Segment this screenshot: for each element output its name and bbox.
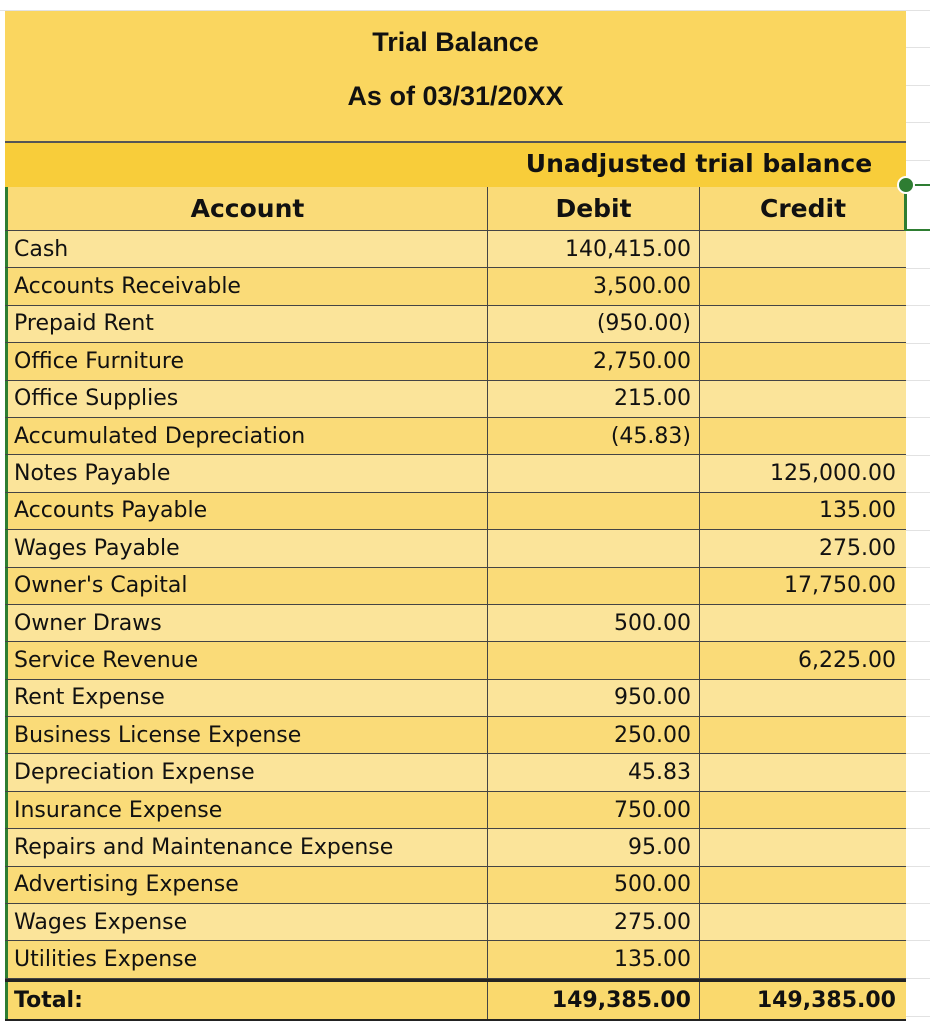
table-row [5,268,906,305]
debit-cell[interactable]: 135.00 [487,941,699,977]
account-cell[interactable]: Depreciation Expense [5,754,487,790]
credit-cell[interactable] [699,605,906,641]
credit-cell[interactable] [699,343,906,379]
gridline [905,160,930,161]
report-title: Trial Balance [372,27,539,57]
account-cell[interactable]: Prepaid Rent [5,306,487,342]
gridline [905,343,930,344]
credit-cell[interactable] [699,418,906,454]
gridline [905,828,930,829]
gridline [905,417,930,418]
debit-cell[interactable]: 95.00 [487,829,699,865]
credit-cell[interactable] [699,829,906,865]
gridline [905,903,930,904]
account-column-header[interactable]: Account [5,187,487,230]
account-cell[interactable]: Notes Payable [5,455,487,491]
credit-cell[interactable]: 17,750.00 [699,568,906,604]
account-cell[interactable]: Service Revenue [5,642,487,678]
gridline [905,978,930,979]
account-cell[interactable]: Insurance Expense [5,792,487,828]
credit-cell[interactable]: 6,225.00 [699,642,906,678]
credit-cell[interactable] [699,754,906,790]
table-row [5,381,906,418]
trial-balance-table [5,187,906,1021]
section-header-row[interactable] [5,141,906,187]
debit-cell[interactable]: 140,415.00 [487,231,699,267]
debit-cell[interactable] [487,568,699,604]
credit-cell[interactable] [699,268,906,304]
credit-cell[interactable]: 135.00 [699,493,906,529]
account-cell[interactable]: Accounts Receivable [5,268,487,304]
debit-cell[interactable]: 750.00 [487,792,699,828]
credit-cell[interactable] [699,381,906,417]
gridline [905,305,930,306]
gridline [905,567,930,568]
debit-cell[interactable] [487,530,699,566]
table-row [5,792,906,829]
report-date: As of 03/31/20XX [347,81,564,111]
account-cell[interactable]: Cash [5,231,487,267]
debit-cell[interactable]: 215.00 [487,381,699,417]
gridline [905,679,930,680]
column-header-row [5,187,906,231]
credit-cell[interactable] [699,904,906,940]
debit-cell[interactable]: 950.00 [487,680,699,716]
gridline [905,492,930,493]
table-row [5,867,906,904]
debit-cell[interactable]: 45.83 [487,754,699,790]
account-cell[interactable]: Accumulated Depreciation [5,418,487,454]
table-row [5,904,906,941]
account-cell[interactable]: Owner's Capital [5,568,487,604]
table-row [5,418,906,455]
debit-cell[interactable]: 3,500.00 [487,268,699,304]
account-cell[interactable]: Utilities Expense [5,941,487,977]
debit-cell[interactable]: 275.00 [487,904,699,940]
account-cell[interactable]: Accounts Payable [5,493,487,529]
gridline [905,791,930,792]
gridline [905,940,930,941]
gridline [905,604,930,605]
credit-cell[interactable] [699,792,906,828]
gridline [905,716,930,717]
gridline [905,268,930,269]
table-row [5,568,906,605]
gridline [905,122,930,123]
table-row [5,829,906,866]
debit-column-header[interactable]: Debit [487,187,699,230]
table-row [5,530,906,567]
gridline [905,866,930,867]
table-row [5,754,906,791]
account-cell[interactable]: Owner Draws [5,605,487,641]
credit-cell[interactable] [699,231,906,267]
gridline [905,85,930,86]
account-cell[interactable]: Advertising Expense [5,867,487,903]
selection-border-bottom [907,229,930,231]
gridline [905,455,930,456]
account-cell[interactable]: Office Supplies [5,381,487,417]
credit-cell[interactable]: 125,000.00 [699,455,906,491]
debit-cell[interactable]: 250.00 [487,717,699,753]
credit-cell[interactable] [699,941,906,977]
selection-handle[interactable] [897,176,915,194]
table-row [5,343,906,380]
table-row [5,941,906,978]
total-row [5,979,906,1021]
debit-cell[interactable]: 2,750.00 [487,343,699,379]
table-row [5,642,906,679]
account-cell[interactable]: Wages Expense [5,904,487,940]
gridline [905,753,930,754]
table-row [5,605,906,642]
total-debit[interactable]: 149,385.00 [487,982,699,1019]
account-cell[interactable]: Office Furniture [5,343,487,379]
account-cell[interactable]: Rent Expense [5,680,487,716]
section-header-label: Unadjusted trial balance [525,149,873,178]
table-row [5,680,906,717]
gridline [905,1016,930,1017]
table-row [5,231,906,268]
gridline [905,530,930,531]
credit-column-header[interactable]: Credit [699,187,906,230]
debit-cell[interactable]: 500.00 [487,867,699,903]
account-cell[interactable]: Wages Payable [5,530,487,566]
credit-cell[interactable] [699,680,906,716]
account-cell[interactable]: Business License Expense [5,717,487,753]
credit-cell[interactable] [699,717,906,753]
total-credit[interactable]: 149,385.00 [699,982,906,1019]
debit-cell[interactable] [487,455,699,491]
debit-cell[interactable]: (950.00) [487,306,699,342]
table-row [5,455,906,492]
account-cell[interactable]: Repairs and Maintenance Expense [5,829,487,865]
credit-cell[interactable]: 275.00 [699,530,906,566]
gridline [905,10,930,11]
debit-cell[interactable]: 500.00 [487,605,699,641]
debit-cell[interactable] [487,493,699,529]
debit-cell[interactable]: (45.83) [487,418,699,454]
credit-cell[interactable] [699,867,906,903]
gridline [905,380,930,381]
table-row [5,306,906,343]
table-row [5,493,906,530]
gridline [905,47,930,48]
gridline [905,641,930,642]
sheet-gridlines [905,0,930,1024]
total-label[interactable]: Total: [5,982,487,1019]
table-row [5,717,906,754]
credit-cell[interactable] [699,306,906,342]
debit-cell[interactable] [487,642,699,678]
title-block[interactable] [5,11,906,141]
